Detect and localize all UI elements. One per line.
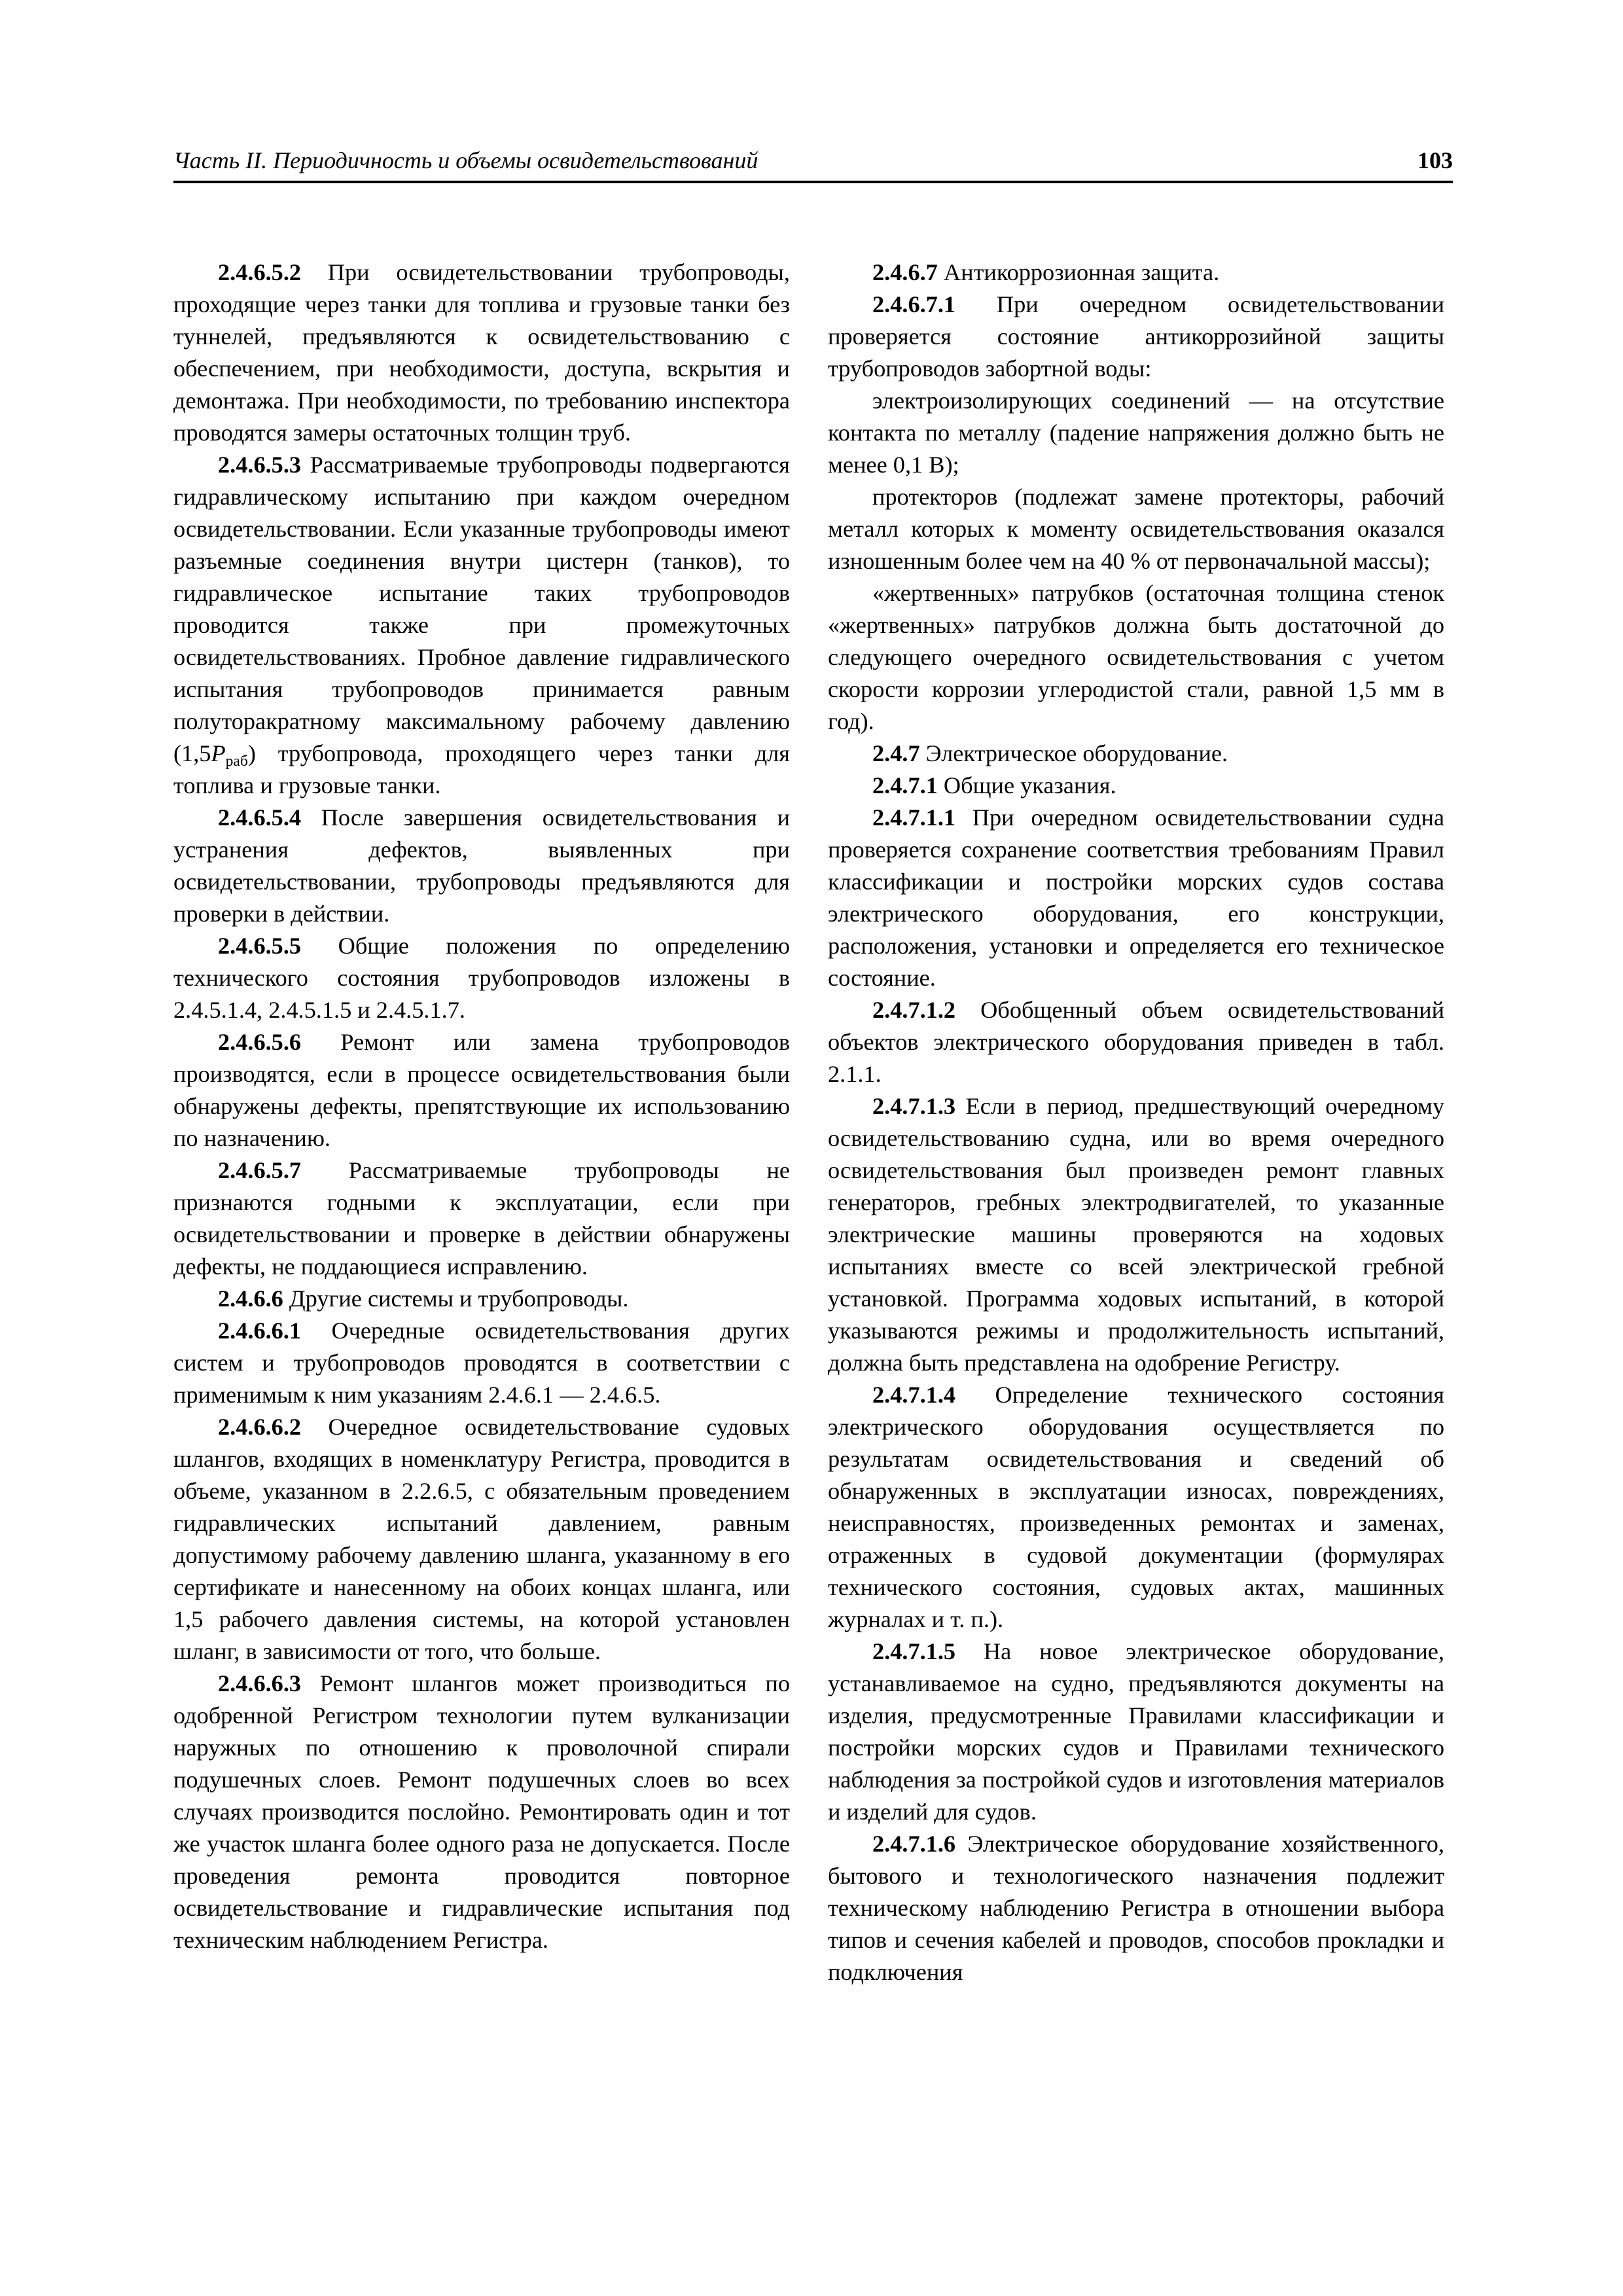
paragraph-text: Определение технического состояния электрического оборудования осуществляется по результатам освидетельствования и сведений об обнаруженных в эксплуатации износах, повреждениях, неисправностях, произведенных ремонтах и заменах, отраженных в судовой документации (формулярах технического состояния, судовых актах, машинных журналах и т. п.). bbox=[828, 1382, 1444, 1632]
paragraph bbox=[173, 930, 790, 1026]
clause-number: 2.4.6.5.7 bbox=[218, 1157, 302, 1183]
header-title: Часть II. Периодичность и объемы освидетельствований bbox=[173, 147, 758, 173]
paragraph-text: При освидетельствовании трубопроводы, проходящие через танки для топлива и грузовые танки без туннелей, предъявляются к освидетельствованию с обеспечением, при необходимости, доступа, вскрытия и демонтажа. При необходимости, по требованию инспектора проводятся замеры остаточных толщин труб. bbox=[173, 259, 790, 446]
paragraph bbox=[828, 1636, 1444, 1828]
clause-number: 2.4.6.5.4 bbox=[218, 804, 302, 831]
page-number: 103 bbox=[1418, 147, 1453, 173]
clause-number: 2.4.6.5.6 bbox=[218, 1029, 302, 1055]
clause-number: 2.4.6.5.2 bbox=[218, 259, 302, 285]
paragraph bbox=[173, 1668, 790, 1956]
list-item bbox=[828, 385, 1444, 481]
paragraph-text: Ремонт или замена трубопроводов производятся, если в процессе освидетельствования были обнаружены дефекты, препятствующие их использованию по назначению. bbox=[173, 1029, 790, 1151]
clause-number: 2.4.6.6 bbox=[218, 1285, 283, 1312]
clause-number: 2.4.7.1.1 bbox=[872, 804, 956, 831]
clause-number: 2.4.7.1.2 bbox=[872, 997, 956, 1023]
paragraph-text: Электрическое оборудование хозяйственного, бытового и технологического назначения подлежит техническому наблюдению Регистра в отношении выбора типов и сечения кабелей и проводов, способов прокладки и подключения bbox=[828, 1831, 1444, 1985]
paragraph bbox=[173, 802, 790, 930]
paragraph bbox=[173, 1411, 790, 1668]
paragraph-text: Общие указания. bbox=[937, 772, 1116, 798]
paragraph-text: Рассматриваемые трубопроводы не признаются годными к эксплуатации, если при освидетельствовании и проверке в действии обнаружены дефекты, не поддающиеся исправлению. bbox=[173, 1157, 790, 1280]
paragraph-text: Другие системы и трубопроводы. bbox=[283, 1285, 629, 1312]
paragraph bbox=[173, 1026, 790, 1155]
pressure-symbol: P bbox=[211, 740, 226, 766]
paragraph-text: Если в период, предшествующий очередному освидетельствованию судна, или во время очередного освидетельствования был произведен ремонт главных генераторов, гребных электродвигателей, то указанные электрические машины проверяются на ходовых испытаниях вместе со всей электрической гребной установкой. Программа ходовых испытаний, в которой указываются режимы и продолжительность испытаний, должна быть представлена на одобрение Регистру. bbox=[828, 1093, 1444, 1376]
paragraph-text: Очередное освидетельствование судовых шлангов, входящих в номенклатуру Регистра, проводится в объеме, указанном в 2.2.6.5, с обязательным проведением гидравлических испытаний давлением, равным допустимому рабочему давлению шланга, указанному в его сертификате и нанесенному на обоих концах шланга, или 1,5 рабочего давления системы, на которой установлен шланг, в зависимости от того, что больше. bbox=[173, 1414, 790, 1664]
paragraph bbox=[828, 802, 1444, 994]
right-column bbox=[828, 257, 1444, 1988]
paragraph-text: Ремонт шлангов может производиться по одобренной Регистром технологии путем вулканизации наружных по отношению к проволочной спирали подушечных слоев. Ремонт подушечных слоев во всех случаях производится послойно. Ремонтировать один и тот же участок шланга более одного раза не допускается. После проведения ремонта проводится повторное освидетельствование и гидравлические испытания под техническим наблюдением Регистра. bbox=[173, 1670, 790, 1953]
clause-number: 2.4.7.1.6 bbox=[872, 1831, 956, 1857]
paragraph-text: На новое электрическое оборудование, устанавливаемое на судно, предъявляются документы на изделия, предусмотренные Правилами классификации и постройки морских судов и Правилами технического наблюдения за постройкой судов и изготовления материалов и изделий для судов. bbox=[828, 1638, 1444, 1825]
pressure-subscript: раб bbox=[225, 753, 248, 770]
clause-number: 2.4.6.7.1 bbox=[872, 291, 956, 317]
clause-number: 2.4.7 bbox=[872, 740, 920, 766]
clause-number: 2.4.7.1.5 bbox=[872, 1638, 956, 1664]
paragraph-text: При очередном освидетельствовании судна проверяется сохранение соответствия требованиям Правил классификации и постройки морских судов состава электрического оборудования, его конструкции, расположения, установки и определяется его техническое состояние. bbox=[828, 804, 1444, 991]
clause-number: 2.4.7.1.3 bbox=[872, 1093, 956, 1119]
paragraph-text: протекторов (подлежат замене протекторы, рабочий металл которых к моменту освидетельствования оказался изношенным более чем на 40 % от первоначальной массы); bbox=[828, 484, 1444, 574]
paragraph bbox=[828, 1090, 1444, 1379]
clause-number: 2.4.6.6.2 bbox=[218, 1414, 302, 1440]
paragraph bbox=[173, 257, 790, 449]
paragraph bbox=[828, 1828, 1444, 1988]
paragraph-text: Общие положения по определению технического состояния трубопроводов изложены в 2.4.5.1.4, 2.4.5.1.5 и 2.4.5.1.7. bbox=[173, 933, 790, 1023]
clause-number: 2.4.6.6.3 bbox=[218, 1670, 302, 1696]
paragraph-text: При очередном освидетельствовании проверяется состояние антикоррозийной защиты трубопроводов забортной воды: bbox=[828, 291, 1444, 382]
paragraph bbox=[828, 289, 1444, 385]
clause-number: 2.4.6.5.3 bbox=[218, 452, 302, 478]
paragraph bbox=[828, 994, 1444, 1090]
paragraph-text: электроизолирующих соединений — на отсутствие контакта по металлу (падение напряжения должно быть не менее 0,1 В); bbox=[828, 387, 1444, 478]
paragraph bbox=[828, 770, 1444, 802]
clause-number: 2.4.7.1 bbox=[872, 772, 938, 798]
paragraph-text: После завершения освидетельствования и устранения дефектов, выявленных при освидетельствовании, трубопроводы предъявляются для проверки в действии. bbox=[173, 804, 790, 927]
running-header bbox=[173, 143, 1453, 183]
paragraph bbox=[173, 1155, 790, 1283]
paragraph bbox=[173, 449, 790, 802]
paragraph bbox=[173, 1315, 790, 1411]
paragraph bbox=[828, 257, 1444, 289]
paragraph-text: Рассматриваемые трубопроводы подвергаются гидравлическому испытанию при каждом очередном освидетельствовании. Если указанные трубопроводы имеют разъемные соединения внутри цистерн (танков), то гидравлическое испытание таких трубопроводов проводится также при промежуточных освидетельствованиях. Пробное давление гидравлического испытания трубопроводов принимается равным полуторакратному максимальному рабочему давлению (1,5 bbox=[173, 452, 790, 766]
clause-number: 2.4.6.5.5 bbox=[218, 933, 302, 959]
paragraph-text: Очередные освидетельствования других систем и трубопроводов проводятся в соответствии с применимым к ним указаниям 2.4.6.1 — 2.4.6.5. bbox=[173, 1318, 790, 1408]
list-item bbox=[828, 481, 1444, 577]
paragraph-text: Антикоррозионная защита. bbox=[937, 259, 1220, 285]
paragraph-text: Электрическое оборудование. bbox=[919, 740, 1228, 766]
clause-number: 2.4.7.1.4 bbox=[872, 1382, 956, 1408]
paragraph-text: «жертвенных» патрубков (остаточная толщина стенок «жертвенных» патрубков должна быть достаточной до следующего очередного освидетельствования с учетом скорости коррозии углеродистой стали, равной 1,5 мм в год). bbox=[828, 580, 1444, 734]
clause-number: 2.4.6.6.1 bbox=[218, 1318, 302, 1344]
paragraph bbox=[828, 738, 1444, 770]
left-column bbox=[173, 257, 790, 1956]
paragraph bbox=[828, 1379, 1444, 1636]
paragraph-text: Обобщенный объем освидетельствований объектов электрического оборудования приведен в табл. 2.1.1. bbox=[828, 997, 1444, 1087]
list-item bbox=[828, 577, 1444, 738]
clause-number: 2.4.6.7 bbox=[872, 259, 938, 285]
paragraph bbox=[173, 1283, 790, 1315]
paragraph-text: ) трубопровода, проходящего через танки для топлива и грузовые танки. bbox=[173, 740, 790, 798]
